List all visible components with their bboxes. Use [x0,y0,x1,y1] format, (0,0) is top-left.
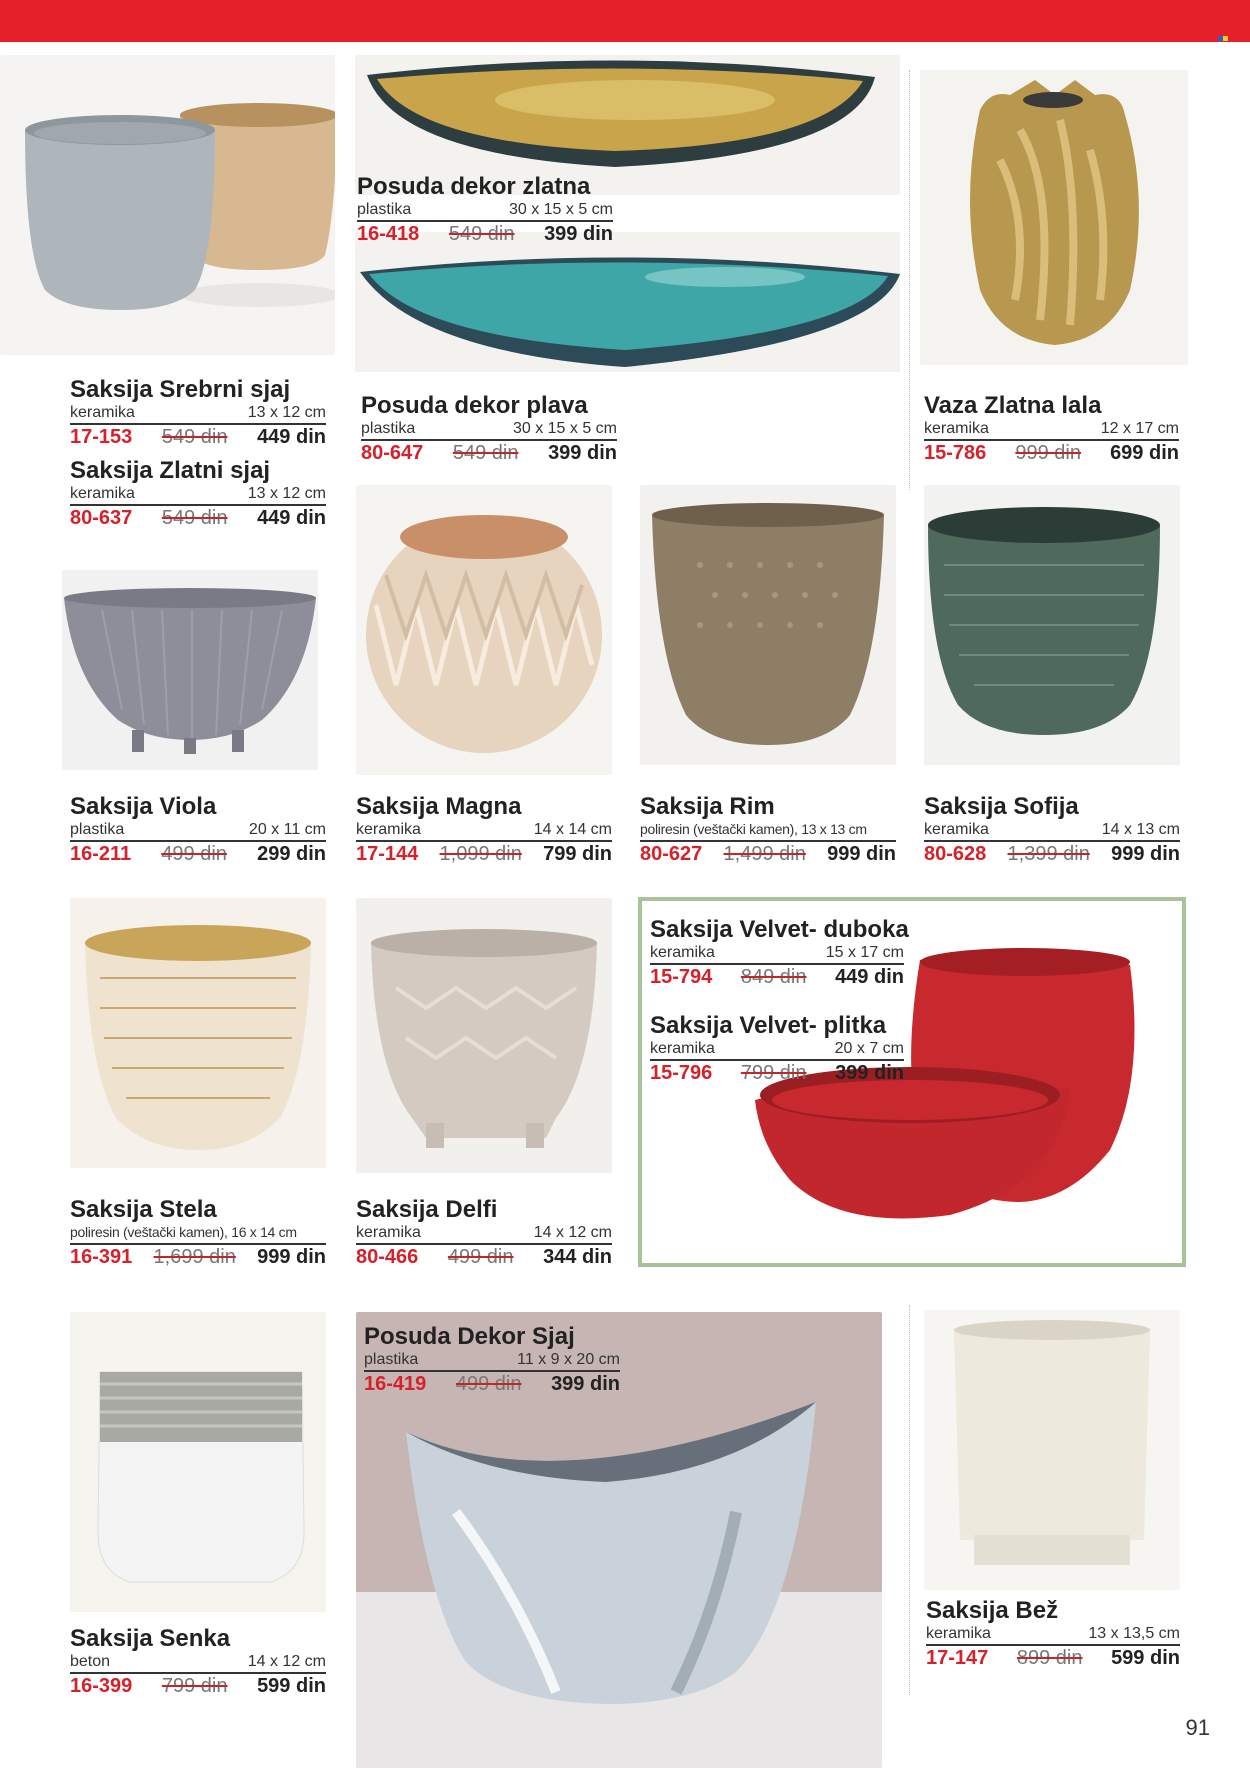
old-price: 999 din [1015,442,1081,464]
product-name: Saksija Srebrni sjaj [70,376,291,403]
product-name: Saksija Stela [70,1196,217,1223]
new-price: 449 din [257,426,326,448]
product-image-viola [62,570,318,770]
product-code: 80-627 [640,843,703,865]
product-size: 13 x 13,5 cm [1088,1625,1180,1642]
product-material: beton [70,1653,111,1670]
product-material: keramika [70,404,135,421]
product-name: Saksija Viola [70,793,217,820]
product-code: 80-466 [356,1246,419,1268]
new-price: 999 din [1111,843,1180,865]
product-label [640,794,896,867]
old-price: 549 din [161,426,228,448]
product-image-magna [356,485,612,775]
product-name: Posuda dekor zlatna [357,173,591,200]
product-code: 15-786 [924,442,987,464]
product-material: keramika [70,485,135,502]
product-name: Saksija Bež [926,1597,1059,1624]
old-price: 549 din [448,223,515,245]
product-name: Saksija Magna [356,793,522,820]
product-label [924,393,1179,466]
old-price: 499 din [447,1246,514,1268]
old-price: 499 din [161,843,227,865]
product-size: 13 x 12 cm [247,404,326,421]
product-size: 20 x 7 cm [834,1040,904,1057]
product-label [70,794,326,867]
product-material: keramika [650,1040,715,1057]
product-code: 16-399 [70,1675,133,1697]
page-number: 91 [1185,1715,1210,1740]
product-material: plastika [70,821,125,838]
new-price: 449 din [835,966,904,988]
product-material: keramika [924,821,989,838]
new-price: 399 din [551,1373,620,1395]
product-material: plastika [361,420,416,437]
product-code: 80-637 [70,507,133,529]
product-material: keramika [924,420,989,437]
old-price: 849 din [740,966,807,988]
product-image-srebrni-zlatni [0,55,335,355]
product-name: Saksija Senka [70,1625,231,1652]
product-name: Saksija Sofija [924,793,1079,820]
product-code: 80-628 [924,843,987,865]
product-code: 16-418 [357,223,420,245]
product-label [70,1197,326,1270]
product-name: Saksija Rim [640,793,775,820]
product-code: 15-794 [650,966,713,988]
product-label [650,1013,904,1086]
product-material: keramika [926,1625,991,1642]
product-image-rim [640,485,896,765]
product-image-vaza-lala [920,70,1188,365]
product-size: 14 x 14 cm [533,821,612,838]
product-material: plastika [357,201,412,218]
product-image-delfi [356,898,612,1173]
product-label [650,916,909,990]
new-price: 599 din [257,1675,326,1697]
new-price: 799 din [543,843,612,865]
product-code: 17-147 [926,1647,989,1669]
product-label [357,174,613,247]
product-size: 11 x 9 x 20 cm [517,1351,620,1368]
product-image-sofija [924,485,1180,765]
product-size: 14 x 12 cm [533,1224,612,1241]
product-code: 16-391 [70,1246,133,1268]
product-label [364,1324,620,1397]
old-price: 499 din [455,1373,522,1395]
product-image-stela [70,898,326,1168]
column-divider [909,1305,910,1695]
product-code: 16-419 [364,1373,427,1395]
product-size: 14 x 12 cm [247,1653,326,1670]
product-label [70,458,326,531]
new-price: 449 din [257,507,326,529]
product-name: Posuda dekor plava [361,392,588,419]
product-label [926,1598,1180,1671]
product-name: Vaza Zlatna lala [924,392,1102,419]
product-label [356,1197,612,1270]
product-image-posuda-plava [355,232,900,372]
product-size: 12 x 17 cm [1100,420,1179,437]
product-label [924,794,1180,867]
product-material: keramika [650,944,715,961]
product-material: plastika [364,1351,419,1368]
top-red-bar [0,0,1250,42]
new-price: 599 din [1111,1647,1180,1669]
product-material: poliresin (veštački kamen), 16 x 14 cm [70,1224,297,1240]
old-price: 799 din [740,1062,807,1084]
product-size: 20 x 11 cm [248,821,326,838]
product-code: 17-153 [70,426,133,448]
old-price: 1,399 din [1007,843,1090,865]
product-size: 15 x 17 cm [825,944,904,961]
old-price: 799 din [161,1675,228,1697]
product-image-bez [924,1310,1180,1590]
new-price: 699 din [1110,442,1179,464]
old-price: 1,099 din [439,843,522,865]
old-price: 549 din [452,442,519,464]
new-price: 299 din [257,843,326,865]
product-name: Saksija Delfi [356,1196,498,1223]
old-price: 1,699 din [153,1246,236,1268]
new-price: 399 din [835,1062,904,1084]
product-image-senka [70,1312,326,1612]
old-price: 1,499 din [723,843,806,865]
corner-mark-icon [1223,36,1228,41]
product-material: keramika [356,1224,421,1241]
product-size: 14 x 13 cm [1101,821,1180,838]
product-code: 16-211 [70,843,132,865]
product-size: 30 x 15 x 5 cm [512,420,617,437]
product-code: 17-144 [356,843,419,865]
product-code: 80-647 [361,442,424,464]
new-price: 999 din [257,1246,326,1268]
product-size: 13 x 12 cm [247,485,326,502]
column-divider [909,70,910,490]
product-label [356,794,612,867]
product-size: 30 x 15 x 5 cm [508,201,613,218]
product-name: Posuda Dekor Sjaj [364,1323,575,1350]
new-price: 399 din [544,223,613,245]
product-material: poliresin (veštački kamen), 13 x 13 cm [640,821,867,837]
old-price: 899 din [1016,1647,1083,1669]
product-name: Saksija Zlatni sjaj [70,457,271,484]
product-label [361,393,617,466]
product-code: 15-796 [650,1062,713,1084]
new-price: 344 din [543,1246,612,1268]
product-label [70,377,326,450]
product-label [70,1626,326,1699]
new-price: 999 din [827,843,896,865]
new-price: 399 din [548,442,617,464]
old-price: 549 din [161,507,228,529]
product-material: keramika [356,821,421,838]
product-name: Saksija Velvet- duboka [650,916,909,943]
product-name: Saksija Velvet- plitka [650,1012,887,1039]
